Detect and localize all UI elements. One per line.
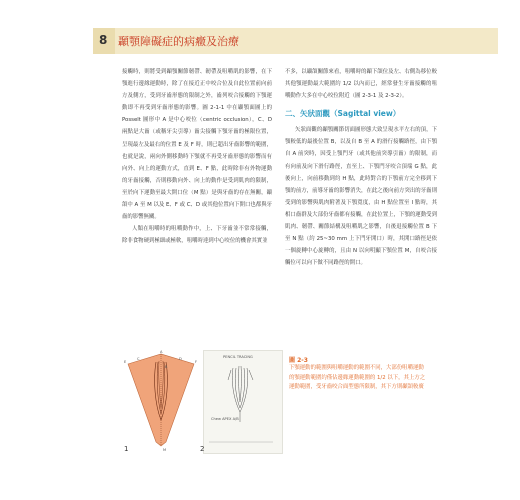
figure-2-number: 2 [200,445,205,453]
left-column [122,66,272,247]
body-paragraph: 接觸時，則將受到顳顎關節韌帶、韌帶及咀嚼肌的影響，在下顎進行邊緣運動時，除了在接近正中咬合位及自此位置前向前方及側方，受到牙齒形態的限制之外，齒列咬合接觸的下顎運動即不再受到牙齒形態的影響。圖 2-1-1 中在顳顎面圖上的 Posselt 圖形中 A 是中心咬位（centric occlusion），C、D 兩點是大齒（或稱牙尖引導）齒尖接觸下顎牙齒的極限位置，呈現最左及最右的位置 E 及 F 時，則已超出牙齒影響的範圍，也就是說，兩向外側移動時下顎就不再受牙齒形態的影響而有向外、向上的運動方式，直到 E、F 點，此時除非有外物運動的牙齒接觸，否則移動向外、向上的動作是受到肌肉的限制，至於向下運動至最大開口位（M 點）是與牙齒的存在無關，顳頜中 A 至 M 以及 E、F 或 C、D 或其他位置向下開口也都與牙齒的影響無關。 [122,69,272,221]
tracing-title: PENCIL TRACING [223,355,253,359]
figure-caption-label: 圖 2-3 [289,357,308,364]
label-b: B [165,365,168,369]
section-heading: 二、矢狀面觀（Sagittal view） [285,109,401,119]
pencil-tracing-drawing [203,350,283,454]
tracing-note: Chew APEX A/B [211,417,239,421]
tracing-lines [228,366,253,422]
label-a: A [160,350,163,354]
running-title: 顳顎障礙症的病癥及治療 [118,35,239,48]
label-m: M [163,448,167,452]
page-number: 8 [99,33,108,47]
figure-1-number: 1 [124,445,129,453]
label-e: E [124,360,127,364]
body-paragraph: 矢狀面觀的顳顎關節切面圖形態大致呈現水平左右的頂，下顎較低的最後位置 B，以及自 B 至 A 的滑行接觸路徑，由下顎自 A 前突時，因受上顎門牙（或其他前突導引齒）的限制，而有向前及向下滑行路徑，直至上、下顎門牙咬合頂端 G 點，此後向上，向前移動到約 H 點，此時對合的下顎前方完全移到下顎的前方，前導牙齒的影響消失，在此之後向前方突出的牙齒則受到的影響與肌肉附著及下顎寬度，由 H 點位置至 I 點時，其相口齒群及大部份牙齒都有接觸，在此位置上，下顎的運動受到肌肉、韌帶、關節結構及咀嚼肌之影響，自後退接觸位置 B 下至 N 點（約 25~30 mm 上下門牙開口）時，其開口路徑是依一個旋轉中心旋轉的，且由 N 以向明顯下顎位置 M，自咬合接觸位可以向下做不同路徑的開口。 [285,127,437,267]
figure-posselt-envelope [122,350,200,456]
right-column [285,66,437,269]
label-c: C [137,357,140,361]
label-f: F [195,360,198,364]
body-paragraph: 不多，以顳頜關節來看，咀嚼時的顳下頜位及左、右側為移位較其他顎運動最大範圍約 1/2 以內而已，經常發生牙齒接觸的咀嚼動作大多在中心咬位附近（圖 2-3-1 及 2-3-2）。 [285,69,437,100]
body-paragraph: 人類在咀嚼時的咀嚼動作中，上、下牙齒並不常常接觸，除非食物硬到極細或極軟，咀嚼時達到中心咬位的機會其實並 [122,226,272,245]
figure-caption-text: 下顎運動的範圍與咀嚼運動的範圍不同，大部份咀嚼運動的顎運動範圍約僅佔邊緣運動範圍的 1/2 以下，其上方之運動範圍，受牙齒咬合面型態所限制，其下方則顳頜較廣 [289,365,426,391]
label-d: D [179,357,182,361]
